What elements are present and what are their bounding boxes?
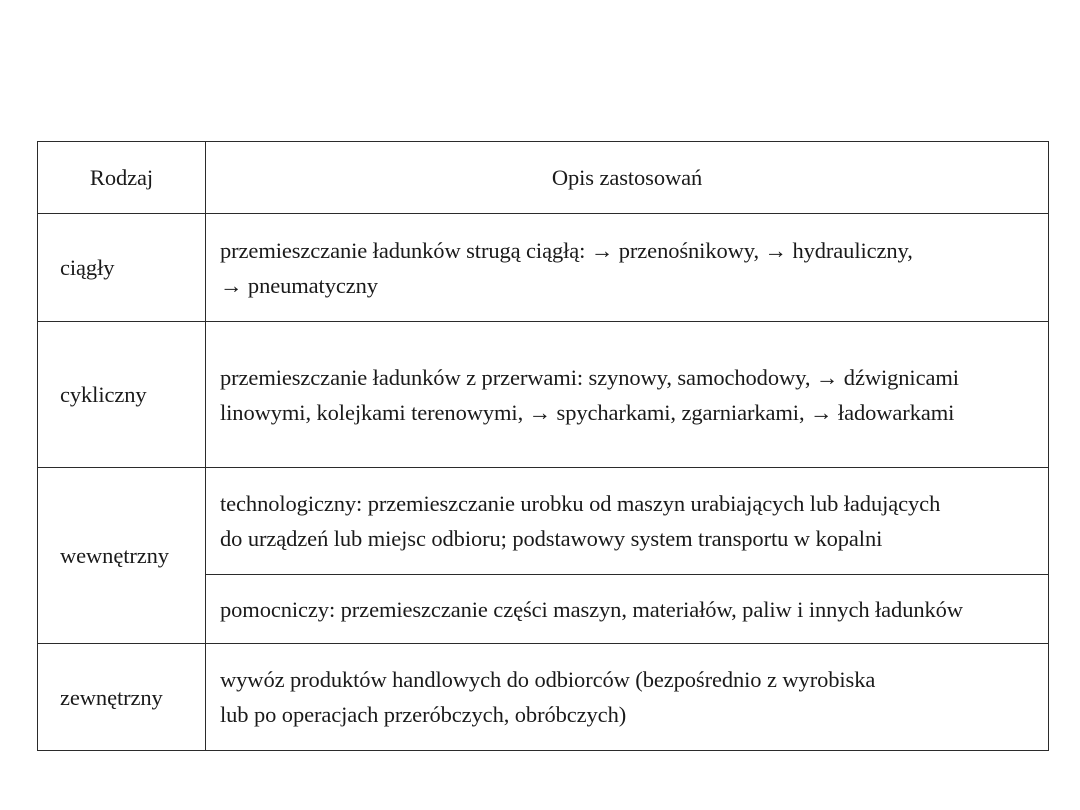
table-row [38, 322, 1049, 468]
description-line: linowymi, kolejkami terenowymi, → spycharkami, zgarniarkami, → ładowarkami [220, 399, 955, 425]
table-row [38, 468, 1049, 575]
header-description: Opis zastosowań [206, 142, 1049, 214]
description-line: przemieszczanie ładunków strugą ciągłą: → przenośnikowy, → hydrauliczny, [220, 237, 913, 263]
row-description [206, 575, 1049, 644]
description-line: pomocniczy: przemieszczanie części maszyn, materiałów, paliw i innych ładunków [220, 596, 963, 622]
description-line: wywóz produktów handlowych do odbiorców (bezpośrednio z wyrobiska [220, 667, 876, 692]
row-kind: wewnętrzny [38, 468, 206, 644]
row-description [206, 322, 1049, 468]
row-description [206, 214, 1049, 322]
transport-types-table [37, 141, 1049, 751]
description-line: przemieszczanie ładunków z przerwami: szynowy, samochodowy, → dźwignicami [220, 364, 959, 390]
description-line: technologiczny: przemieszczanie urobku od maszyn urabiających lub ładujących [220, 491, 941, 516]
transport-types-table-container [37, 141, 1048, 751]
header-row [38, 142, 1049, 214]
row-kind: cykliczny [38, 322, 206, 468]
row-kind: ciągły [38, 214, 206, 322]
row-kind: zewnętrzny [38, 644, 206, 751]
description-line: lub po operacjach przeróbczych, obróbczych) [220, 702, 627, 727]
description-line: do urządzeń lub miejsc odbioru; podstawowy system transportu w kopalni [220, 526, 883, 551]
header-kind: Rodzaj [38, 142, 206, 214]
table-row [38, 214, 1049, 322]
row-description [206, 468, 1049, 575]
table-row [38, 644, 1049, 751]
description-line: → pneumatyczny [220, 272, 378, 298]
row-description [206, 644, 1049, 751]
